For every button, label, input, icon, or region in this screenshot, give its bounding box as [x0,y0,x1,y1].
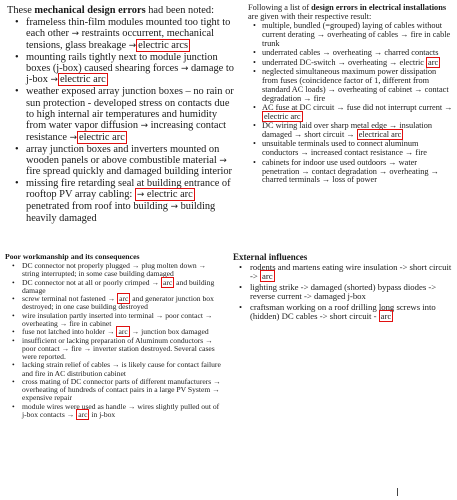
highlighted-arc-term: arc [78,409,88,419]
highlighted-arc-term: electric arc [59,74,106,86]
highlighted-arc-term: electric arcs [138,39,189,51]
page-mark [397,488,398,496]
list-item: • cabinets for indoor use used outdoors → water penetration → contact degradation → overheating → charred terminals → loss of power [248,159,454,186]
list-item: • insufficient or lacking preparation of Aluminum conductors → poor contact → fire → inverter station destroyed. Several cases were reported. [5,337,223,362]
highlighted-arc-term: arc [119,294,129,304]
poor-workmanship-section [5,252,223,419]
poor-workmanship-heading: Poor workmanship and its consequences [5,252,140,261]
external-influences-section [233,252,455,321]
highlighted-arc-term: arc [428,57,439,67]
highlighted-arc-term: electric arc [264,111,301,121]
list-item: • DC connector not properly plugged → plug molten down → string interrupted; in some case building damaged [5,262,223,278]
list-item: • array junction boxes and inverters mounted on wooden panels or above combustible material → fire spread quickly and damaged building interior [7,144,235,178]
poor-workmanship-list [5,262,223,419]
list-item: • underrated DC-switch → overheating → electric arc [248,59,454,68]
list-item: • neglected simultaneous maximum power dissipation from fuses (coincidence factor of 1, different from standard AC loads) → overheating of cabinet → contact degradation → fire [248,68,454,104]
list-item: • rodents and martens eating wire insulation -> short circuit -> arc [233,263,455,282]
list-item: • AC fuse at DC circuit → fuse did not interrupt current → electric arc [248,104,454,122]
mechanical-errors-list [7,17,235,224]
electrical-intro: Following a list of design errors in electrical installations are given with their respective result: [248,3,447,21]
list-item: • fuse not latched into holder → arc → junction box damaged [5,328,223,336]
list-item: • craftsman working on a roof drilling long screws into (hidden) DC cables -> short circuit - arc [233,303,455,322]
list-item: • lacking strain relief of cables → is likely cause for contact failure and fire in AC distribution cabinet [5,361,223,377]
electrical-errors-list [248,22,454,185]
electrical-intro-bold: design errors in electrical installations [311,3,447,12]
list-item: • cross mating of DC connector parts of different manufacturers → overheating of hundreds of contact pairs in a large PV System → expensive repair [5,378,223,403]
highlighted-arc-term: arc [261,271,273,282]
mechanical-intro: These mechanical design errors had been noted: [7,5,215,16]
electrical-design-errors-section [248,4,454,185]
highlighted-arc-term: arc [162,277,173,287]
list-item: • DC connector not at all or poorly crimped → arc and building damage [5,279,223,295]
list-item: • unsuitable terminals used to connect aluminum conductors → increased contact resistance → fire [248,140,454,158]
external-influences-list [233,263,455,321]
list-item: • screw terminal not fastened → arc and generator junction box destroyed; in one case building destroyed [5,295,223,311]
list-item: • DC wiring laid over sharp metal edge → insulation damaged → short circuit → electrical arc [248,122,454,140]
mechanical-design-errors-section [7,5,235,224]
highlighted-arc-term: electric arc [78,131,125,143]
list-item: • frameless thin-film modules mounted too tight to each other → restraints occurrent, mechanical tensions, glass breakage → electric arcs [7,17,235,51]
list-item: • weather exposed array junction boxes – no rain or sun protection - developed stress on contacts due to high internal air temperatures and humidity from water vapor diffusion → increasing contact resistance → electric arc [7,86,235,143]
list-item: • mounting rails tightly next to module junction boxes (j-box) caused shearing forces → damage to j-box → electric arc [7,52,235,86]
list-item: • module wires were used as handle → wires slightly pulled out of j-box contacts → arc in j-box [5,403,223,419]
highlighted-arc-term: electrical arc [358,130,402,140]
highlighted-arc-term: → electric arc [136,189,193,201]
list-item: • missing fire retarding seal at building entrance of rooftop PV array cabling: → electric arc penetrated from roof into building → building heavily damaged [7,178,235,224]
highlighted-arc-term: arc [380,310,392,321]
mechanical-intro-bold: mechanical design errors [34,5,146,16]
list-item: • underrated cables → overheating → charred contacts [248,49,454,58]
list-item: • lighting strike -> damaged (shorted) bypass diodes -> reverse current -> damaged j-box [233,283,455,302]
list-item: • wire insulation partly inserted into terminal → poor contact → overheating → fire in cabinet [5,312,223,328]
highlighted-arc-term: arc [118,327,128,337]
list-item: • multiple, bundled (=grouped) laying of cables without current derating → overheating of cables → fire in cable trunk [248,22,454,49]
external-influences-heading: External influences [233,252,308,262]
